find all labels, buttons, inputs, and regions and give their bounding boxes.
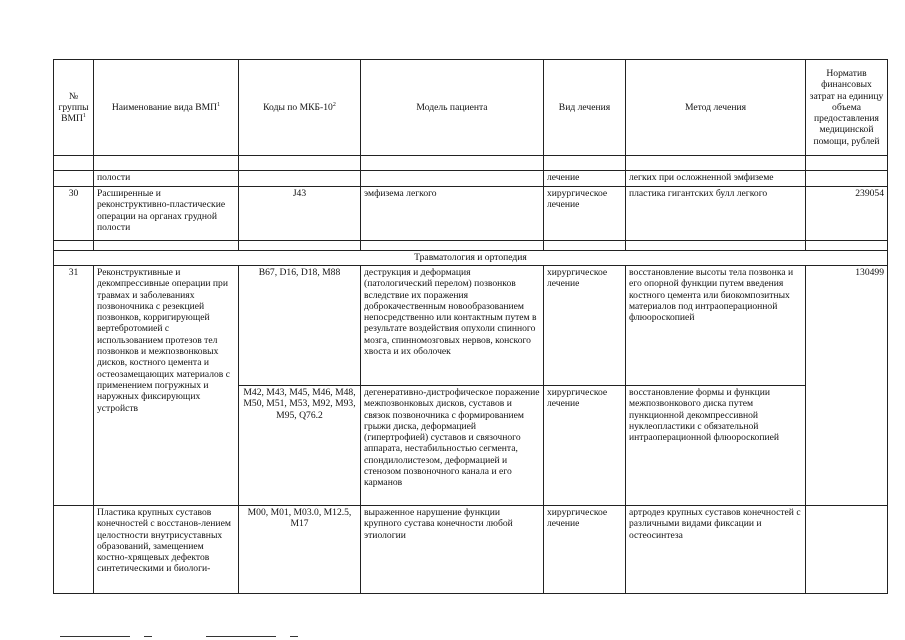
header-treatment-method: Метод лечения [626,60,806,156]
cell-codes: В67, D16, D18, M88 [239,266,361,386]
table-header-row [54,60,888,156]
footnote-line [60,636,130,637]
cell-method: восстановление высоты тела позвонка и его опорной функции путем введения костного цемента или биокомпозитных материалов под интраоперационной флюороскопией [626,266,806,386]
cell-model: дегенеративно-дистрофическое поражение межпозвонковых дисков, суставов и связок позвоночника с формированием грыжи диска, деформацией (гипертрофией) суставов и связочного аппарата, нестабильностью сегмента, спондилолистезом, деформацией и стенозом позвоночного канала и его карманов [361,386,544,506]
cell-model: деструкция и деформация (патологический перелом) позвонков вследствие их поражения доброкачественным новообразованием непосредственно или контактным путем в результате воздействия опухоли спинного мозга, спинномозговых нервов, конского хвоста и их оболочек [361,266,544,386]
cell-norm: 239054 [806,187,888,241]
header-treatment-type: Вид лечения [544,60,626,156]
cell-treatment: хирургическое лечение [544,506,626,594]
cell-group-number: 31 [54,266,94,506]
header-patient-model: Модель пациента [361,60,544,156]
cell-name: Реконструктивные и декомпрессивные операции при травмах и заболеваниях позвоночника с резекцией позвонков, корригирующей вертебротомией с использованием протезов тел позвонков и межпозвонковых дисков, костного цемента и остеозамещающих материалов с применением погружных и наружных фиксирующих устройств [94,266,239,506]
cell-treatment: хирургическое лечение [544,187,626,241]
cell-group-number: 30 [54,187,94,241]
cell-name: Расширенные и реконструктивно-пластические операции на органах грудной полости [94,187,239,241]
cell-codes: M00, M01, M03.0, M12.5, M17 [239,506,361,594]
cell-method: легких при осложненной эмфиземе [626,171,806,187]
table-row-31-c [54,506,888,594]
table-row-empty [54,241,888,251]
cell-treatment: хирургическое лечение [544,386,626,506]
table-row-empty [54,156,888,171]
cell-method: восстановление формы и функции межпозвонкового диска путем пункционной декомпрессивной нуклеопластики с обязательной интраоперационной флюороскопией [626,386,806,506]
cell-model: эмфизема легкого [361,187,544,241]
cell-method: пластика гигантских булл легкого [626,187,806,241]
table-row-30 [54,187,888,241]
table-row-31 [54,266,888,386]
cell-method: артродез крупных суставов конечностей с различными видами фиксации и остеосинтеза [626,506,806,594]
cell-model: выраженное нарушение функции крупного сустава конечности любой этиологии [361,506,544,594]
header-vmp-name: Наименование вида ВМП$^1$ [94,60,239,156]
cell-name: Пластика крупных суставов конечностей с восстанов-лением целостности внутрисуставных образований, замещением костно-хрящевых дефектов синтетическими и биологи- [94,506,239,594]
section-row [54,251,888,266]
footnote-line [290,636,298,637]
cell-codes: M42, M43, M45, M46, M48, M50, M51, M53, M92, M93, M95, Q76.2 [239,386,361,506]
section-title: Травматология и ортопедия [54,251,888,266]
cell-name: полости [94,171,239,187]
header-group-number: № группы ВМП$^1$ [54,60,94,156]
cell-codes: J43 [239,187,361,241]
cell-treatment: лечение [544,171,626,187]
cell-norm: 130499 [806,266,888,506]
footnote-line [144,636,152,637]
table-row-continued [54,171,888,187]
header-cost-norm: Норматив финансовых затрат на единицу объема предоставления медицинской помощи, рублей [806,60,888,156]
vmp-table [53,59,888,594]
header-icd-codes: Коды по МКБ-$10^2$ [239,60,361,156]
footnote-line [206,636,276,637]
cell-treatment: хирургическое лечение [544,266,626,386]
